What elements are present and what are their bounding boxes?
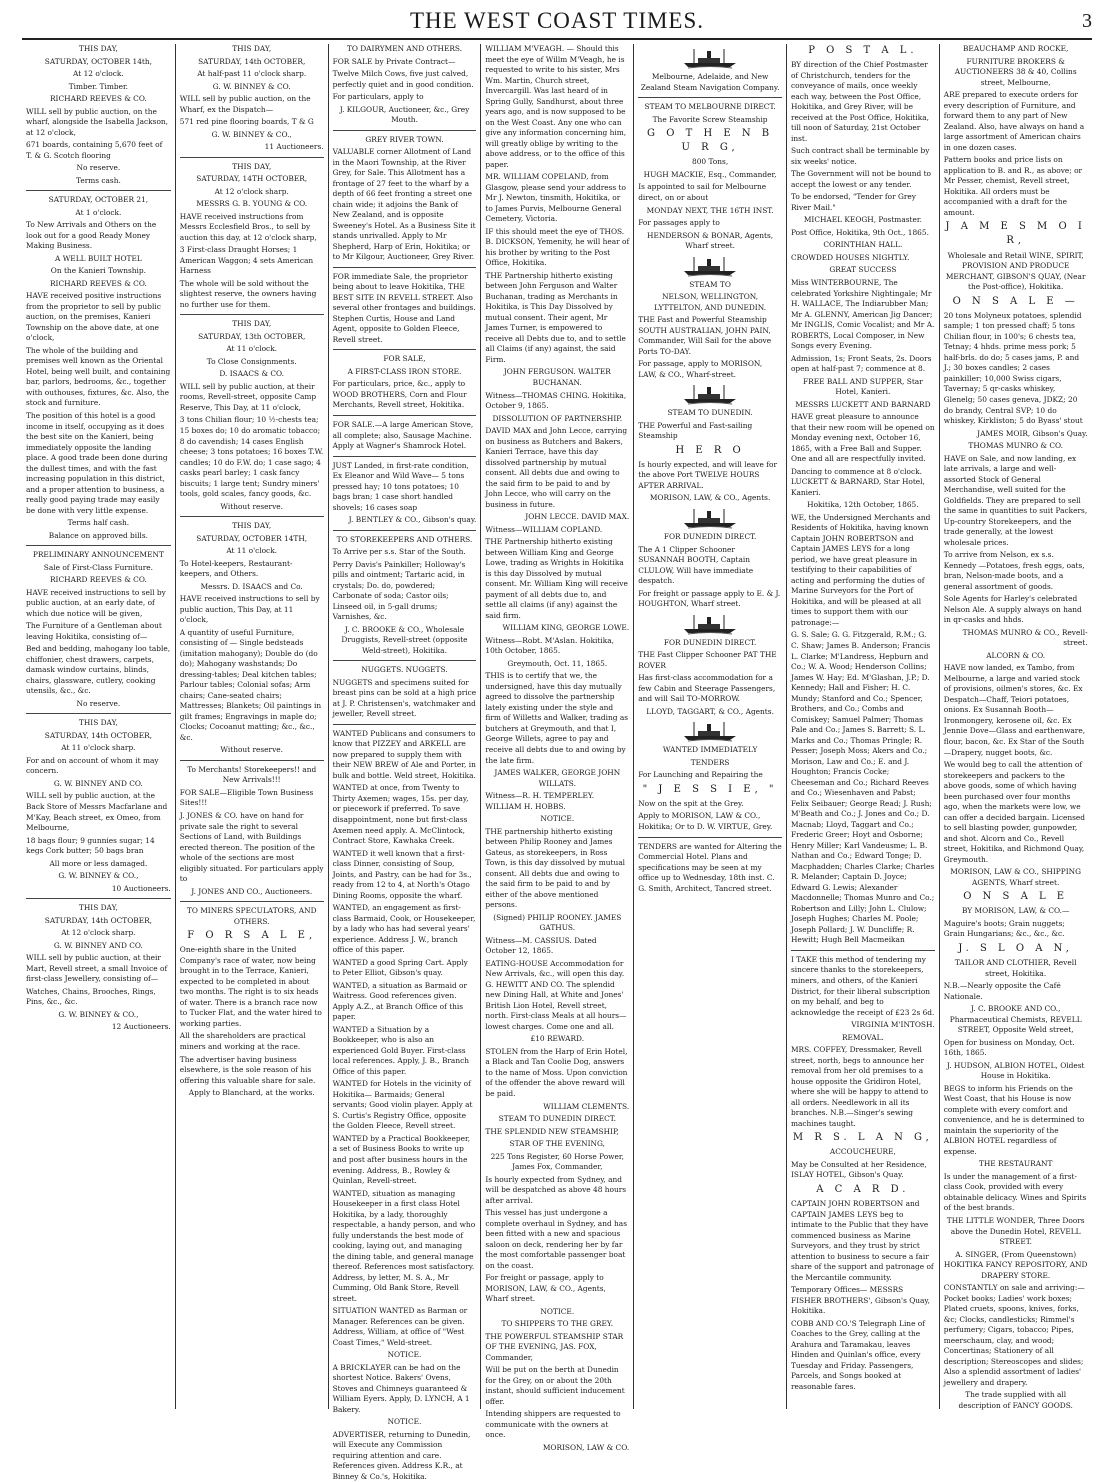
advertisement-text: TENDERS are wanted for Altering the Commercial Hotel. Plans and specifications may be seen at my office up to Wednesday, 18th inst. C. G. Smith, Architect, Tancred street. <box>638 841 782 893</box>
advertisement-text: To arrive from Nelson, ex s.s. Kennedy —Potatoes, fresh eggs, oats, bran, Nelson-made boots, and a general assortment of goods. <box>943 550 1085 591</box>
advertisement-text: 571 red pine flooring boards, T & G <box>179 117 314 127</box>
advertisement-heading: THIS DAY, <box>232 44 272 53</box>
advertisement-text: Apply to MORISON, LAW & CO., Hokitika; Or to D. W. VIRTUE, Grey. <box>638 811 773 831</box>
advertisement-text: THE Fast and Powerful Steamship SOUTH AUSTRALIAN, JOHN PAIN, Commander, Will Sail for the above Ports TO-DAY. <box>638 315 772 356</box>
advertisement-text: Dancing to commence at 8 o'clock. LUCKETT & BARNARD, Star Hotel, Kanieri. <box>790 466 925 497</box>
advertisement-heading: At half-past 11 o'clock sharp. <box>197 69 307 79</box>
advertisement-heading: A C A R D. <box>816 1183 910 1195</box>
advertisement-text: IF this should meet the eye of THOS. B. DICKSON, Yemenity, he will hear of his brother by writing to the Post Office, Hokitika. <box>485 226 630 268</box>
column-rule <box>791 950 935 951</box>
advertisement-heading: HENDERSON & BONAR, Agents, Wharf street. <box>647 230 774 251</box>
advertisement-text: FOR SALE by Private Contract— <box>332 56 456 66</box>
advertisement-heading: STEAM TO MELBOURNE DIRECT. <box>644 102 776 112</box>
advertisement-text: BEGS to inform his Friends on the West Coast, that his House is now complete with every comfort and convenience, and he is determined to maintain the superiority of the ALBION HOTEL regardless of expense. <box>943 1083 1085 1156</box>
advertisement-heading: TO SHIPPERS TO THE GREY. <box>501 1319 614 1329</box>
advertisement-text: Witness—THOMAS CHING. Hokitika, October 9, 1865. <box>485 390 627 411</box>
advertisement-text: Is hourly expected from Sydney, and will be despatched as above 48 hours after arrival. <box>485 1174 627 1205</box>
advertisement-text: FOR SALE.—A large American Stove, all complete; also, Sausage Machine. Apply at Wagner's Shamrock Hotel. <box>332 419 474 451</box>
advertisement-text: WILL sell by public auction, on the Wharf, ex the Dispatch— <box>179 94 311 114</box>
advertisement-text: G. S. Sale; G. G. Fitzgerald, R.M.; G. C. Shaw; James B. Anderson; Francis L. Clarke; M'Landress, Hepburn and Co.; W. A. Wood; Henderson Collins; James W. Hay; Ed. M'Glashan, J.P.; D. Kennedy; Hall and Fisher; H. C. Mundy; Stanford and Co.; Spencer, Brothers, and Co.; Combs and Comiskey; Samuel Palmer; Thomas Pale and Co.; James S. Barrett; S. L. Marks and Co.; Thomas Pringle; R. Pesser; Joseph Moss; Akers and Co.; Morison, Law and Co.; E. and J. Houghton; Francis Cocke; Cheeseman and Co.; Richard Reeves and Co.; Wiesenhaven and Pabst; Felix Seibauer; George Read; J. Rush; M'Beath and Co.; J. Jones and Co.; D. Macnab; Lloyd, Taggart and Co.; Frederic Greer; Hoyt and Osborne; Henry Miller; Karl Vandeusme; L. B. Nathan and Co.; Edward Tonge; D. Macphadden; Charles Clarke; Charles R. Melander; Captain D. Joyce; Edward G. Lewis; Alexander Macdonnelle; Thomas Munro and Co.; Robertson and Lilly; John L. Clulow; Joseph Hughes; Charles M. Poole; Joseph Pollard; J. W. Duncliffe; R. Hewitt; Hugh Bell Macmeikan <box>790 630 935 945</box>
advertisement-heading: G. W. BINNEY & CO. <box>212 81 291 91</box>
advertisement-heading: JAMES MOIR, Gibson's Quay. <box>977 428 1088 438</box>
advertisement-text: 3 tons Chilian flour; 10 ½-chests tea; 15 boxes do; 10 do aromatic tobacco; 8 do cavendish; 14 cases English cheese; 3 tons potatoes; 16 boxes T.W. candles; 10 do F.W. do; 1 case sago; 4 casks pearl barley; 1 cask fancy biscuits; 1 large tent; Sundry miners' tools, gold scales, fancy goods, &c. <box>179 415 324 499</box>
column-1 <box>22 44 175 1409</box>
column-6 <box>786 44 939 1409</box>
advertisement-text: The whole will be sold without the slightest reserve, the owners having no further use for them. <box>179 278 317 309</box>
advertisement-text: To Hotel-keepers, Restaurant-keepers, and Others. <box>179 558 293 579</box>
advertisement-heading: THIS DAY, <box>232 521 272 531</box>
ship-illustration <box>638 507 782 529</box>
advertisement-text: THIS is to certify that we, the undersigned, have this day mutually agreed to dissolve the partnership lately existing under the style and firm of Willetts and Walker, trading as butchers at Greymouth, and that I, George Willets, agree to pay and receive all debts due to and owing by the late firm. <box>485 671 629 765</box>
advertisement-heading: GREY RIVER TOWN. <box>365 134 444 144</box>
advertisement-text: THE Partnership hitherto existing between William King and George Lowe, trading as Wrights in Hokitika is this day Dissolved by mutual consent. Mr. William King will receive payment of all debts due to, and settle all claims (if any) against the said firm. <box>485 537 628 620</box>
advertisement-heading: SATURDAY, 14th OCTOBER, <box>198 56 306 66</box>
advertisement-heading: LLOYD, TAGGART, & CO., Agents. <box>646 706 774 716</box>
advertisement-heading: FOR DUNEDIN DIRECT. <box>663 532 757 541</box>
column-rule <box>333 349 477 350</box>
advertisement-heading: STEAM TO DUNEDIN. <box>667 408 753 418</box>
advertisement-heading: J. KILGOUR, Auctioneer, &c., Grey Mouth. <box>339 104 470 125</box>
advertisement-heading: NELSON, WELLINGTON, LYTTELTON, AND DUNEDIN. <box>654 292 767 312</box>
advertisement-text: The A 1 Clipper Schooner SUSANNAH BOOTH, Captain CLULOW, Will have immediate despatch. <box>638 544 754 586</box>
advertisement-heading: At 12 o'clock. <box>73 69 124 79</box>
advertisement-heading: G. W. BINNEY & CO., <box>211 129 292 139</box>
advertisement-heading: THIS DAY, <box>232 161 272 171</box>
advertisement-text: VALUABLE corner Allotment of Land in the Maori Township, at the River Grey, for Sale. This Allotment has a frontage of 27 feet to the wharf by a depth of 66 feet fronting a street one chain wide; it adjoins the Bank of New Zealand, and is opposite Sweeney's Hotel. As a Business Site it stands unrivalled. Apply to Mr Shepherd, Harp of Erin, Hokitika; or to Mr Kilgour, Auctioneer, Grey River. <box>332 147 476 262</box>
column-rule <box>333 724 477 725</box>
advertisement-heading: BY MORISON, LAW, & CO.— <box>962 906 1070 916</box>
advertisement-heading: TAILOR AND CLOTHIER, Revell street, Hokitika. <box>954 958 1077 978</box>
advertisement-heading: Hokitika, 12th October, 1865. <box>807 500 919 510</box>
advertisement-heading: £10 REWARD. <box>530 1034 585 1044</box>
advertisement-text: To be endorsed, "Tender for Grey River Mail." <box>790 192 916 212</box>
advertisement-text: HAVE great pleasure to announce that their new room will be opened on Monday evening next, October 16, 1865, with a Free Ball and Supper. One and all are respectfully invited. <box>790 412 935 464</box>
advertisement-text: WE, the Undersigned Merchants and Residents of Hokitika, having known Captain JOHN ROBERTSON and Captain JAMES LEYS for a long period, we have great pleasure in testifying to their capabilities of acting and performing the duties of Marine Surveyors for the Port of Hokitika, and will be pleased at all times to support them with our patronage:— <box>790 512 931 627</box>
column-rule <box>180 901 324 902</box>
advertisement-heading: At 11 o'clock. <box>226 546 278 556</box>
advertisement-heading: Without reserve. <box>220 745 283 755</box>
advertisement-text: WANTED for Hotels in the vicinity of Hokitika— Barmaids; General servants; Good violin player. Apply at S. Curtis's Registry Office, opposite the Golden Fleece, Revell street. <box>332 1079 473 1131</box>
advertisement-heading: J. S L O A N, <box>958 942 1073 954</box>
advertisement-heading: F O R S A L E, <box>187 930 317 942</box>
advertisement-heading: NOTICE. <box>387 1350 422 1360</box>
advertisement-text: Is hourly expected, and will leave for the above Port TWELVE HOURS AFTER ARRIVAL. <box>638 459 777 490</box>
advertisement-text: Intending shippers are requested to communicate with the owners at once. <box>485 1409 621 1440</box>
advertisement-heading: SATURDAY, 14TH OCTOBER, <box>196 174 308 184</box>
advertisement-heading: THIS DAY, <box>78 903 118 913</box>
column-rule <box>333 456 477 457</box>
advertisement-text: Miss WINTERBOURNE, The celebrated Yorkshire Nightingale; Mr H. WALLACE, The Indiarubber Man; Mr A. GLENNY, American Jig Dancer; Mr INGLIS, Comic Vocalist; and Mr A. ROBERTS, Local Composer, in New Songs every Evening. <box>790 277 935 351</box>
advertisement-heading: RICHARD REEVES & CO. <box>49 278 147 288</box>
advertisement-heading: MORISON, LAW, & CO., Agents. <box>649 493 771 503</box>
advertisement-text: For particulars, apply to <box>332 92 424 102</box>
advertisement-heading: MONDAY NEXT, THE 16TH INST. <box>646 205 774 215</box>
advertisement-heading: A WELL BUILT HOTEL <box>55 253 142 263</box>
advertisement-heading: J A M E S M O I R, <box>945 221 1086 247</box>
advertisement-heading: MORISON, LAW & CO., SHIPPING AGENTS, Wharf street. <box>950 867 1082 887</box>
advertisement-text: For passage, apply to MORISON, LAW, & CO., Wharf-street. <box>638 359 763 379</box>
advertisement-heading: MESSRS LUCKETT AND BARNARD <box>795 399 931 409</box>
advertisement-text: Witness—WILLIAM COPLAND. <box>485 524 603 534</box>
advertisement-heading: At 1 o'clock. <box>75 207 122 217</box>
advertisement-text: Witness—R. H. TEMPERLEY. WILLIAM H. HOBBS. <box>485 791 595 811</box>
advertisement-text: STOLEN from the Harp of Erin Hotel, a Black and Tan Coolie Dog, answers to the name of Moss. Upon conviction of the offender the above reward will be paid. <box>485 1046 628 1098</box>
ship-illustration <box>638 47 782 69</box>
advertisement-heading: G. W. BINNEY AND CO. <box>53 940 143 950</box>
column-5 <box>633 44 786 1409</box>
advertisement-heading: Apply to Blanchard, at the works. <box>188 1088 315 1098</box>
advertisement-text: N.B.—Nearly opposite the Café Nationale. <box>943 981 1061 1001</box>
advertisement-text: FOR SALE—Eligible Town Business Sites!!! <box>179 787 314 808</box>
advertisement-heading: MESSRS G. B. YOUNG & CO. <box>196 199 308 209</box>
advertisement-heading: FURNITURE BROKERS & AUCTIONEERS 38 & 40, Collins street, Melbourne, <box>954 56 1077 87</box>
advertisement-heading: MICHAEL KEOGH, Postmaster. <box>803 215 922 225</box>
advertisement-text: Has first-class accommodation for a few Cabin and Steerage Passengers, and will Sail TO-MORROW. <box>638 673 776 704</box>
advertisement-heading: Timber. Timber. <box>68 81 129 91</box>
advertisement-text: WANTED it well known that a first-class Dinner, consisting of Soup, Joints, and Pastry, can be had for 3s., ready from 12 to 4, at North's Otago Dining Rooms, opposite the wharf. <box>332 848 472 900</box>
advertisement-heading: A. SINGER, (From Queenstown) HOKITIKA FANCY REPOSITORY, AND DRAPERY STORE. <box>943 1249 1088 1280</box>
advertisement-heading: (Signed) PHILIP ROONEY. JAMES GATHUS. <box>493 912 622 933</box>
advertisement-heading: RICHARD REEVES & CO. <box>49 94 147 104</box>
advertisement-text: For Launching and Repairing the <box>638 770 763 780</box>
advertisement-text: I TAKE this method of tendering my sincere thanks to the storekeepers, miners, and others, of the Kanieri District, for their liberal subscription on my behalf, and beg to acknowledge the receipt of £23 2s 6d. <box>790 954 935 1017</box>
advertisement-heading: Terms half cash. <box>67 518 130 528</box>
advertisement-heading: G O T H E N B U R G, <box>647 128 774 154</box>
ship-illustration <box>638 383 782 405</box>
advertisement-heading: SATURDAY, 13th OCTOBER, <box>198 331 306 341</box>
advertisement-heading: ACCOUCHEURE, <box>829 1147 896 1157</box>
advertisement-heading: CORINTHIAN HALL. <box>823 240 903 250</box>
advertisement-heading: On the Kanieri Township. <box>50 266 146 276</box>
column-rule <box>180 157 324 158</box>
advertisement-text: MRS. COFFEY, Dressmaker, Revell street, north, begs to announce her removal from her old premises to a house opposite the Gridiron Hotel, where she will be happy to attend to all orders. Needlework in all its branches. N.B.—Singer's sewing machines taught. <box>790 1045 929 1128</box>
advertisement-heading: THIS DAY, <box>78 718 118 728</box>
advertisement-text: CONSTANTLY on sale and arriving:— Pocket books; Ladies' work boxes; Plated cruets, spoons, knives, forks, &c; Clocks, candlesticks; Rimmel's perfumery; Cigars, tobacco; Pipes, meerschaum, clay, and wood; Concertinas; Stationery of all description; Stereoscopes and slides; Also a splendid assortment of ladies' jewellery and drapery. <box>943 1283 1085 1387</box>
advertisement-heading: THE LITTLE WONDER, Three Doors above the Dunedin Hotel, REVELL STREET. <box>946 1215 1085 1247</box>
advertisement-text: Will be put on the berth at Dunedin for the Grey, on or about the 20th instant, should sufficient inducement offer. <box>485 1365 625 1406</box>
advertisement-text: The Furniture of a Gentleman about leaving Hokitika, consisting of— <box>26 621 162 641</box>
steamship-icon <box>680 383 740 405</box>
advertisement-text: 671 boards, containing 5,670 feet of T. & G. Scotch flooring <box>26 140 163 160</box>
advertisement-heading: Wholesale and Retail WINE, SPIRIT, PROVISION AND PRODUCE MERCHANT, GIBSON'S QUAY, (Near the Post-office), Hokitika. <box>945 250 1086 292</box>
column-rule <box>26 190 171 191</box>
advertisement-text: For freight or passage apply to E. & J. HOUGHTON, Wharf street. <box>638 588 781 609</box>
steamship-icon <box>680 255 740 277</box>
advertisement-heading: At 12 o'clock sharp. <box>61 928 136 938</box>
column-rule <box>333 415 477 416</box>
advertisement-text: Such contract shall be terminable by six weeks' notice. <box>790 146 930 166</box>
advertisement-text: WILL sell by public auction, on the wharf, alongside the Isabella Jackson, at 12 o'clock, <box>26 106 169 137</box>
advertisement-text: WILL sell by public auction, at the Back Store of Messrs Macfarlane and M'Kay, Beach street, ex Omeo, from Melbourne, <box>26 791 168 833</box>
advertisement-text: WILLIAM M'VEAGH. — Should this meet the eye of Willm M'Veagh, he is requested to write to his sister, Mrs Wm. Martin, Church street, Invercargill. Was last heard of in Spring Gully, Sandhurst, about three years ago, and is now supposed to be on the West Coast. Any one who can give any information concerning him, will greatly oblige by writing to the above address, or to the office of this paper. <box>485 44 627 169</box>
advertisement-text: Admission, 1s; Front Seats, 2s. Doors open at half-past 7; commence at 8. <box>790 353 932 374</box>
column-7 <box>939 44 1092 1409</box>
advertisement-text: HAVE now landed, ex Tambo, from Melbourne, a large and varied stock of provisions, oilmen's stores, &c. Ex Despatch—Chaff, Teiori potatoes, onions. Ex Susannah Booth—Ironmongery, kerosene oil, &c. Ex Jennie Dove—Glass and earthenware, flour, bacon, &c. Ex Star of the South—Drapery, nugget boots, &c. <box>943 663 1086 757</box>
column-rule <box>180 760 324 761</box>
advertisement-text: All the shareholders are practical miners and working at the race. <box>179 1031 306 1051</box>
advertisement-heading: G. W. BINNEY AND CO. <box>53 778 143 788</box>
advertisement-heading: D. ISAACS & CO. <box>219 369 285 379</box>
advertisement-heading: Without reserve. <box>220 501 283 511</box>
advertisement-text: For passages apply to <box>638 218 720 228</box>
advertisement-heading: SATURDAY, OCTOBER 14TH, <box>196 533 308 543</box>
advertisement-text: EATING-HOUSE Accommodation for New Arrivals, &c., will open this day. G. HEWITT AND CO. The splendid new Dining Hall, at White and Jones' British Lion Hotel, Revell street, north. First-class Meals at all hours—lowest charges. Come one and all. <box>485 958 627 1031</box>
advertisement-heading: DISSOLUTION OF PARTNERSHIP. <box>492 413 623 423</box>
advertisement-heading: O N S A L E <box>963 891 1069 903</box>
advertisement-text: COBB AND CO.'S Telegraph Line of Coaches to the Grey, calling at the Arahura and Taramakau, leaves Hinden and Quinlan's office, every Tuesday and Friday. Passengers, Parcels, and Songs booked at reasonable fares. <box>790 1318 925 1391</box>
column-rule <box>180 516 324 517</box>
advertisement-text: Witness—M. CASSIUS. Dated October 12, 1865. <box>485 935 597 956</box>
advertisement-heading: JAMES WALKER, GEORGE JOHN WILLATS. <box>494 768 621 788</box>
advertisement-text: To Arrive per s.s. Star of the South. <box>332 547 466 557</box>
advertisement-text: Bed and bedding, mahogany loo table, chiffonier, chest drawers, carpets, damask window curtains, blinds, chairs, glassware, cutlery, cooking utensils, &c., &c. <box>26 644 171 696</box>
advertisement-text: This vessel has just undergone a complete overhaul in Sydney, and has been fitted with a new and spacious saloon on deck, rendering her by far the most comfortable passenger boat on the coast. <box>485 1208 627 1270</box>
advertisement-heading: Terms cash. <box>75 175 121 185</box>
advertisement-text: The advertiser having business elsewhere, is the sole reason of his offering this valuable share for sale. <box>179 1054 316 1085</box>
advertisement-heading: TO MINERS SPECULATORS, AND OTHERS. <box>186 906 317 926</box>
advertisement-heading: 225 Tons Register, 60 Horse Power, James Fox, Commander, <box>490 1151 624 1172</box>
advertisement-text: Witness—Robt. M'Aslan. Hokitika, 10th October, 1865. <box>485 635 614 656</box>
advertisement-heading: P O S T A L. <box>808 45 918 56</box>
advertisement-text: For and on account of whom it may concern. <box>26 755 159 776</box>
advertisement-heading: HUGH MACKIE, Esq., Commander, <box>643 169 777 179</box>
column-3 <box>328 44 481 1481</box>
ship-illustration <box>638 613 782 635</box>
advertisement-text: HAVE received positive instructions from the proprietor to sell by public auction, on the premises, Kanieri Township on the above date, at one o'clock, <box>26 291 162 343</box>
advertisement-text: WILL sell by public auction, at their rooms, Revell-street, opposite Camp Reserve, This Day, at 11 o'clock, <box>179 381 317 412</box>
advertisement-heading: GREAT SUCCESS <box>829 265 897 275</box>
steamship-icon <box>680 613 740 635</box>
advertisement-heading: TO STOREKEEPERS AND OTHERS. <box>336 534 473 544</box>
advertisement-text: ADVERTISER, returning to Dunedin, will Execute any Commission requiring attention and care. References given. Address K.R., at Binney & Co.'s, Hokitika. <box>332 1429 471 1481</box>
advertisement-text: Now on the spit at the Grey. <box>638 798 744 808</box>
advertisement-text: A BRICKLAYER can be had on the shortest Notice. Bakers' Ovens, Stoves and Chimneys guaranteed & William Eyers. Apply, D. LYNCH, A 1 Bakery. <box>332 1362 470 1414</box>
advertisement-text: WANTED, an engagement as first-class Barmaid, Cook, or Housekeeper, by a lady who has had several years' experience. Address J. W., branch office of this paper. <box>332 903 476 955</box>
column-rule <box>26 898 171 899</box>
advertisement-text: WILL sell by public auction, at their Mart, Revell street, a small Invoice of first-class Jewellery, consisting of— <box>26 953 168 984</box>
advertisement-heading: No reserve. <box>76 698 121 708</box>
advertisement-heading: The Favorite Screw Steamship <box>652 114 768 124</box>
column-rule <box>26 713 171 714</box>
advertisement-text: WANTED, a situation as Barmaid or Waitress. Good references given. Apply A.Z., at Branch Office of this paper. <box>332 980 468 1022</box>
advertisement-heading: 11 Auctioneers. <box>264 142 324 152</box>
advertisement-text: HAVE received instructions from Messrs Ecclesfield Bros., to sell by auction this day, at 12 o'clock sharp, <box>179 211 317 242</box>
advertisement-heading: STEAM TO DUNEDIN DIRECT. <box>498 1114 616 1124</box>
advertisement-text: Twelve Milch Cows, five just calved, perfectly quiet and in good condition. <box>332 69 474 89</box>
advertisement-text: THE Powerful and Fast-sailing Steamship <box>638 420 753 441</box>
advertisement-heading: To Close Consignments. <box>206 356 297 366</box>
column-rule <box>26 545 171 546</box>
advertisement-text: Perry Davis's Painkiller; Holloway's pills and ointment; Tartaric acid, in crystals; Do. do, powdered; Carbonate of soda; Castor oils; Linseed oil, in 5-gall drums; Varnishes, &c. <box>332 559 466 622</box>
advertisement-text: 20 tons Molyneux potatoes, splendid sample; 1 ton pressed chaff; 5 tons Chilian flour, in 100's; 6 chests tea, Tetnay; 4 hhds. prime mess pork; 5 half-brls. do do; 5 cases jams, P. and J.; 30 boxes candles; 2 cases painkiller; 10,000 Swiss cigars, Tavernay; 5 qr-casks whiskey, Glenelg; 50 cases geneva, JDKZ; 20 do brandy, Central SVP; 10 do whiskey, Kirkliston; 5 do Byass' stout <box>943 310 1083 426</box>
column-rule <box>638 837 782 838</box>
advertisement-heading: No reserve. <box>76 163 121 173</box>
advertisement-heading: 12 Auctioneers. <box>111 1022 171 1032</box>
advertisement-text: WANTED a Situation by a Bookkeeper, who is also an experienced Gold Buyer. First-class local references. Apply, J. B., Branch Office of this paper. <box>332 1024 470 1076</box>
masthead <box>22 6 1092 40</box>
advertisement-heading: SATURDAY, OCTOBER 14th, <box>44 56 153 66</box>
advertisement-heading: H E R O <box>675 444 745 456</box>
advertisement-text: ARE prepared to execute orders for every description of Furniture, and forward them to any part of New Zealand. Also, have always on hand a large assortment of American chairs in one dozen cases. <box>943 90 1085 152</box>
advertisement-heading: At 11 o'clock. <box>226 344 278 354</box>
advertisement-text: NUGGETS and specimens suited for breast pins can be sold at a high price at J. P. Christensen's, watchmaker and jeweller, Revell street. <box>332 677 477 719</box>
advertisement-text: The whole of the building and premises well known as the Oriental Hotel, being well built, and containing bar, parlors, bedrooms, &c., together with outhouses, fixtures, &c. Also, the stock and furniture. <box>26 345 171 408</box>
advertisement-heading: FREE BALL AND SUPPER, Star Hotel, Kanieri. <box>803 376 923 397</box>
steamship-icon <box>680 47 740 69</box>
advertisement-text: WANTED Publicans and consumers to know that PIZZEY and ARKELL are now prepared to supply them with their NEW BREW of Ale and Porter, in bulk and bottle. Weld street, Hokitika. <box>332 728 476 780</box>
advertisement-heading: PRELIMINARY ANNOUNCEMENT <box>32 550 164 560</box>
advertisement-heading: MORISON, LAW & CO. <box>542 1442 630 1452</box>
advertisement-text: Is under the management of a first-class Cook, provided with every obtainable delicacy. Wines and Spirits of the best brands. <box>943 1171 1087 1213</box>
advertisement-heading: Greymouth, Oct. 11, 1865. <box>507 658 608 668</box>
newspaper-title: THE WEST COAST TIMES. <box>409 8 705 33</box>
advertisement-heading: The trade supplied with all description of FANCY GOODS. <box>958 1390 1073 1410</box>
advertisement-heading: BEAUCHAMP AND ROCKE, <box>963 44 1069 53</box>
advertisement-text: THE POWERFUL STEAMSHIP STAR OF THE EVENING, JAS. FOX, Commander, <box>485 1331 624 1362</box>
advertisement-heading: J. JONES AND CO., Auctioneers. <box>191 886 313 896</box>
advertisement-heading: Messrs. D. ISAACS and Co. <box>200 581 303 591</box>
advertisement-text: We would beg to call the attention of storekeepers and packers to the above goods, some of which having been purchased over four months ago, when the markets were low, we can offer a decided bargain. Licensed to sell blasting powder, gunpowder, and shot. Alcorn and Co., Revell street, Hokitika, and Richmond Quay, Greymouth. <box>943 760 1086 864</box>
steamship-icon <box>680 720 740 742</box>
advertisement-heading: STAR OF THE EVENING, <box>509 1139 606 1149</box>
advertisement-text: Post Office, Hokitika, 9th Oct., 1865. <box>790 227 929 237</box>
advertisement-heading: To Merchants! Storekeepers!! and New Arrivals!!! <box>187 764 317 785</box>
column-rule <box>180 314 324 315</box>
advertisement-heading: G. W. BINNEY & CO., <box>58 1009 139 1019</box>
advertisement-heading: J. C. BROOKE AND CO., Pharmaceutical Chemists, REVELL STREET, Opposite Weld street, <box>949 1004 1082 1035</box>
advertisement-text: For particulars, price, &c., apply to WOOD BROTHERS, Corn and Flour Merchants, Revell street, Hokitika. <box>332 379 467 410</box>
advertisement-text: MR. WILLIAM COPELAND, from Glasgow, please send your address to Mr J. Newton, tinsmith, Hokitika, or to James Purvis, Melbourne General Cemetery, Victoria. <box>485 172 626 224</box>
advertisement-text: Sole Agents for Harley's celebrated Nelson Ale. A supply always on hand in qr-casks and hhds. <box>943 594 1082 625</box>
advertisement-heading: THE RESTAURANT <box>978 1159 1053 1169</box>
advertisement-heading: " J E S S I E, " <box>642 783 778 795</box>
advertisement-heading: SATURDAY, 14th OCTOBER, <box>44 730 153 740</box>
column-rule <box>333 530 477 531</box>
advertisement-heading: TENDERS <box>690 757 730 767</box>
advertisement-heading: WANTED IMMEDIATELY <box>662 745 758 755</box>
advertisement-heading: O N S A L E — <box>952 295 1079 307</box>
advertisement-text: To New Arrivals and Others on the look out for a good Ready Money Making Business. <box>26 220 157 251</box>
advertisement-heading: J. HUDSON, ALBION HOTEL, Oldest House in Hokitika. <box>946 1060 1085 1081</box>
advertisement-text: 3 First-class Draught Horses; 1 American Waggon; 4 sets American Harness <box>179 245 314 276</box>
advertisement-heading: A FIRST-CLASS IRON STORE. <box>347 366 462 376</box>
advertisement-heading: VIRGINIA M'INTOSH. <box>851 1020 935 1030</box>
advertisement-heading: WILLIAM CLEMENTS. <box>543 1101 630 1111</box>
advertisement-heading: 800 Tons, <box>692 157 729 167</box>
advertisement-text: THE Partnership hitherto existing between John Ferguson and Walter Buchanan, trading as Merchants in Hokitika, is This Day Dissolved by mutual consent. Their agent, Mr James Turner, is empowered to receive all Debts due to, and to settle all Claims (if any) against, the said Firm. <box>485 270 626 364</box>
advertisement-text: WANTED, situation as managing Housekeeper in a first class Hotel Hokitika, by a lady, thoroughly respectable, a handy person, and who fully understands the best mode of cooking, laying out, and managing the dining table, and general manage thereof. References most satisfactory. Address, by letter, M. S. A., Mr Cumming, Old Bank Store, Revell street. <box>332 1188 476 1303</box>
column-rule <box>333 267 477 268</box>
advertisement-heading: G. W. BINNEY & CO., <box>58 871 139 881</box>
advertisement-text: J. JONES & CO. have on hand for private sale the right to several Sections of Land, with Buildings erected thereon. The position of the whole of the sections are most eligibly situated. For particulars apply to <box>179 811 324 884</box>
ship-illustration <box>638 720 782 742</box>
advertisement-heading: NOTICE. <box>540 814 575 824</box>
advertisement-heading: NOTICE. <box>387 1417 422 1427</box>
advertisement-heading: J. C. BROOKE & CO., Wholesale Druggists, Revell-street (opposite Weld-street), Hokitika. <box>341 624 468 655</box>
advertisement-text: FOR immediate Sale, the proprietor being about to leave Hokitika, THE BEST SITE IN REVELL STREET. Also several other frontages and buildings. Stephen Curtis, House and Land Agent, opposite to Golden Fleece, Revell street. <box>332 271 476 344</box>
steamship-icon <box>680 507 740 529</box>
advertisement-heading: THOMAS MUNRO & CO., Revell-street. <box>962 627 1088 648</box>
advertisement-heading: At 11 o'clock sharp. <box>61 743 136 753</box>
advertisement-text: Open for business on Monday, Oct. 16th, 1865. <box>943 1037 1075 1058</box>
advertisement-text: Pattern books and price lists on application to B. and R., as above; or Mr Pesser, chemist, Revell street, Hokitika. All orders must be accompanied with a draft for the amount. <box>943 155 1083 217</box>
advertisement-text: BY direction of the Chief Postmaster of Christchurch, tenders for the conveyance of mails, once weekly each way, between the Post Office, Hokitika, and Grey River, will be received at the Post Office, Hokitika, till noon of Saturday, 21st October inst. <box>790 60 929 143</box>
ship-illustration <box>638 255 782 277</box>
advertisement-text: Is appointed to sail for Melbourne direct, on or about <box>638 182 767 202</box>
advertisement-text: One-eighth share in the United Company's race of water, now being brought in to the Terrace, Kanieri, expected to be completed in about two months. The right is to six heads of water. There is a branch race now to Tucker Flat, and the water hired to working parties. <box>179 945 322 1028</box>
advertisement-text: HAVE received instructions to sell by public auction, at an early date, of which due notice will be given, <box>26 587 166 618</box>
advertisement-text: May be Consulted at her Residence, ISLAY HOTEL, Gibson's Quay. <box>790 1159 927 1180</box>
advertisement-heading: FOR SALE, <box>383 354 426 364</box>
advertisement-heading: THIS DAY, <box>232 319 272 329</box>
column-2 <box>175 44 328 1409</box>
advertisement-text: DAVID MAX and John Lecce, carrying on business as Butchers and Bakers, Kanieri Terrace, have this day dissolved partnership by mutual consent. All debts due and owing to the said firm to be paid to and by John Lecce, who will carry on the business in future. <box>485 426 628 509</box>
column-rule <box>333 130 477 131</box>
advertisement-text: WANTED a good Spring Cart. Apply to Peter Elliot, Gibson's quay. <box>332 957 468 978</box>
advertisement-text: A quantity of useful Furniture, consisting of — Single bedsteads (imitation mahogany); Double do (do do); Mahogany washstands; Do dressing-tables; Deal kitchen tables; Parlour tables; Colonial sofas; Arm chairs; Cane-seated chairs; Mattresses; Blankets; Oil paintings in gilt frames; Engravings in maple do; Clocks; Cocoanut matting; &c., &c., &c. <box>179 627 322 742</box>
newspaper-columns <box>22 44 1092 1481</box>
advertisement-heading: WILLIAM KING, GEORGE LOWE. <box>502 623 630 633</box>
advertisement-text: 18 bags flour; 9 gunnies sugar; 14 kegs Cork butter; 50 bags bran <box>26 835 155 856</box>
advertisement-heading: FOR DUNEDIN DIRECT. <box>663 637 757 647</box>
advertisement-heading: THOMAS MUNRO & CO. <box>968 441 1063 451</box>
advertisement-heading: ALCORN & CO. <box>986 650 1046 660</box>
advertisement-heading: NOTICE. <box>540 1306 575 1316</box>
advertisement-heading: THIS DAY, <box>78 44 118 53</box>
advertisement-text: HAVE on Sale, and now landing, ex late arrivals, a large and well-assorted Stock of General Merchandise, well suited for the Goldfields. They are prepared to sell the same in quantities to suit Packers, Up-country Storekeepers, and the trade generally, at the lowest wholesale prices. <box>943 453 1088 547</box>
advertisement-heading: JOHN LECCE. DAVID MAX. <box>525 512 630 522</box>
advertisement-heading: JOHN FERGUSON. WALTER BUCHANAN. <box>503 367 611 387</box>
advertisement-text: CROWDED HOUSES NIGHTLY. <box>790 252 910 262</box>
advertisement-text: JUST Landed, in first-rate condition, Ex Eleanor and Wild Wave— 5 tons pressed hay; 10 tons potatoes; 10 bags bran; 1 case short handled shovels; 16 cases soap <box>332 460 469 512</box>
advertisement-text: THE SPLENDID NEW STEAMSHIP, <box>485 1126 619 1136</box>
advertisement-heading: NUGGETS. NUGGETS. <box>361 665 448 675</box>
advertisement-text: HAVE received instructions to sell by public auction, This Day, at 11 o'clock, <box>179 594 320 625</box>
advertisement-heading: SATURDAY, OCTOBER 21, <box>48 195 149 205</box>
advertisement-text: Watches, Chains, Brooches, Rings, Pins, &c., &c. <box>26 986 156 1007</box>
advertisement-text: SITUATION WANTED as Barman or Manager. References can be given. Address, William, at office of "West Coast Times," Weld-street. <box>332 1306 468 1347</box>
advertisement-heading: M R S. L A N G, <box>792 1132 933 1144</box>
advertisement-heading: STEAM TO <box>689 279 731 289</box>
advertisement-text: WANTED by a Practical Bookkeeper, a set of Business Books to write up and post after business hours in the evening. Address, B., Rowley & Quinlan, Revell-street. <box>332 1133 471 1186</box>
advertisement-text: CAPTAIN JOHN ROBERTSON and CAPTAIN JAMES LEYS beg to intimate to the Public that they have commenced business as Marine Surveyors, and they trust by strict attention to business to secure a fair share of the support and patronage of the Mercantile community. <box>790 1199 934 1282</box>
advertisement-heading: At 12 o'clock sharp. <box>214 186 289 196</box>
advertisement-heading: REMOVAL. <box>841 1032 884 1042</box>
advertisement-text: Temporary Offices— MESSRS FISHER BROTHERS', Gibson's Quay, Hokitika. <box>790 1285 930 1316</box>
advertisement-heading: Sale of First-Class Furniture. <box>43 562 154 572</box>
advertisement-heading: RICHARD REEVES & CO. <box>49 575 147 585</box>
advertisement-text: The Government will not be bound to accept the lowest or any tender. <box>790 169 932 189</box>
page-number: 3 <box>1082 10 1092 32</box>
advertisement-heading: TO DAIRYMEN AND OTHERS. <box>346 44 463 53</box>
advertisement-text: The position of this hotel is a good income in itself, occupying as it does the best site on the Kanieri, being immediately opposite the landing place. A good trade been done during the dullest times, and with the fast increasing population in this district, and a proper attention to business, a really good paying trade may easily be done with very little expense. <box>26 410 168 515</box>
advertisement-heading: Balance on approved bills. <box>48 530 149 540</box>
column-4 <box>480 44 633 1452</box>
advertisement-heading: 10 Auctioneers. <box>111 883 171 893</box>
column-rule <box>333 660 477 661</box>
advertisement-heading: Melbourne, Adelaide, and New Zealand Steam Navigation Company. <box>640 72 780 92</box>
advertisement-text: THE partnership hitherto existing between Philip Rooney and James Gateus, as storekeepers, in Ross Town, is this day dissolved by mutual consent. All debts due and owing to the said firm to be paid to and by either of the above mentioned persons. <box>485 826 626 910</box>
advertisement-text: WANTED at once, from Twenty to Thirty Axemen; wages, 15s. per day, or piecework if preferred. To save disappointment, none but first-class Axemen need apply. A. McClintock, Contract Store, Kawhaka Creek. <box>332 783 469 846</box>
advertisement-text: For freight or passage, apply to MORISON, LAW, & CO., Agents, Wharf street. <box>485 1273 606 1304</box>
advertisement-heading: SATURDAY, 14th OCTOBER, <box>44 915 153 925</box>
column-rule <box>638 97 782 98</box>
advertisement-heading: All more or less damaged. <box>49 858 148 868</box>
advertisement-heading: J. BENTLEY & CO., Gibson's quay. <box>348 515 477 525</box>
advertisement-text: THE Fast Clipper Schooner PAT THE ROVER <box>638 650 777 670</box>
advertisement-text: Maguire's boots; Grain nuggets; Grain Hungarians; &c., &c., &c. <box>943 918 1065 939</box>
